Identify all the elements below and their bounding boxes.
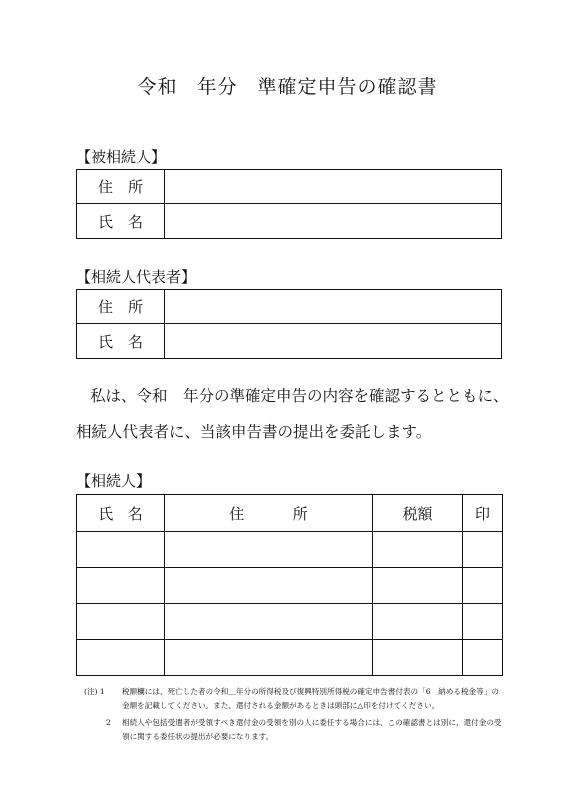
representative-address-field[interactable] — [165, 290, 501, 323]
heirs-header-row — [77, 495, 503, 532]
decedent-address-label: 住 所 — [77, 170, 165, 203]
header-address-char-2: 所 — [292, 504, 308, 523]
heir-address-cell[interactable] — [165, 640, 373, 676]
heir-seal-cell[interactable] — [463, 604, 503, 640]
decedent-section-label: 【被相続人】 — [76, 148, 167, 166]
representative-name-field[interactable] — [165, 324, 501, 358]
header-address-char-1: 住 — [229, 504, 245, 523]
note-2-text: 相続人や包括受遺者が受領すべき還付金の受領を別の人に委任する場合には、この確認書とは別に、還付金の受領に関する委任状の提出が必要になります。 — [122, 718, 502, 741]
heir-address-cell[interactable] — [165, 532, 373, 568]
note-1-text: 税額欄には、死亡した者の令和＿年分の所得税及び復興特別所得税の確定申告書付表の「6 納める税金等」の金額を記載してください。また、還付される金額があるときは頭部に△印を付けてください。 — [122, 687, 499, 710]
representative-section-label: 【相続人代表者】 — [76, 268, 197, 286]
heir-seal-cell[interactable] — [463, 640, 503, 676]
heir-seal-cell[interactable] — [463, 532, 503, 568]
statement-paragraph — [76, 378, 516, 450]
heir-tax-cell[interactable] — [373, 532, 463, 568]
note-2-prefix: 2 — [106, 718, 111, 727]
heirs-table — [76, 494, 503, 676]
header-seal: 印 — [463, 495, 503, 532]
decedent-name-row — [77, 204, 501, 238]
heir-name-cell[interactable] — [77, 604, 165, 640]
heir-name-cell[interactable] — [77, 532, 165, 568]
heir-tax-cell[interactable] — [373, 640, 463, 676]
header-address — [165, 495, 373, 532]
representative-address-row — [77, 290, 501, 324]
heir-address-cell[interactable] — [165, 604, 373, 640]
table-row — [77, 532, 503, 568]
representative-name-row — [77, 324, 501, 358]
heir-address-cell[interactable] — [165, 568, 373, 604]
table-row — [77, 640, 503, 676]
heir-seal-cell[interactable] — [463, 568, 503, 604]
decedent-address-row — [77, 170, 501, 204]
statement-line-1: 私は、令和 年分の準確定申告の内容を確認するとともに、 — [90, 387, 509, 405]
page-title: 令和 年分 準確定申告の確認書 — [137, 76, 438, 98]
header-name-char-1: 氏 — [98, 504, 114, 523]
note-1 — [84, 685, 504, 712]
decedent-name-label: 氏 名 — [77, 204, 165, 238]
table-row — [77, 604, 503, 640]
heir-tax-cell[interactable] — [373, 604, 463, 640]
header-name — [77, 495, 165, 532]
decedent-address-field[interactable] — [165, 170, 501, 203]
statement-line-2: 相続人代表者に、当該申告書の提出を委託します。 — [76, 423, 432, 441]
notes-section — [84, 685, 504, 743]
header-tax: 税額 — [373, 495, 463, 532]
representative-address-label: 住 所 — [77, 290, 165, 323]
table-row — [77, 568, 503, 604]
heir-name-cell[interactable] — [77, 640, 165, 676]
header-name-char-2: 名 — [127, 504, 143, 523]
decedent-box — [76, 169, 502, 239]
note-2 — [84, 716, 504, 743]
heir-name-cell[interactable] — [77, 568, 165, 604]
representative-name-label: 氏 名 — [77, 324, 165, 358]
heirs-section-label: 【相続人】 — [76, 472, 152, 490]
representative-box — [76, 289, 502, 359]
note-1-prefix: (注) 1 — [84, 687, 105, 696]
decedent-name-field[interactable] — [165, 204, 501, 238]
heir-tax-cell[interactable] — [373, 568, 463, 604]
